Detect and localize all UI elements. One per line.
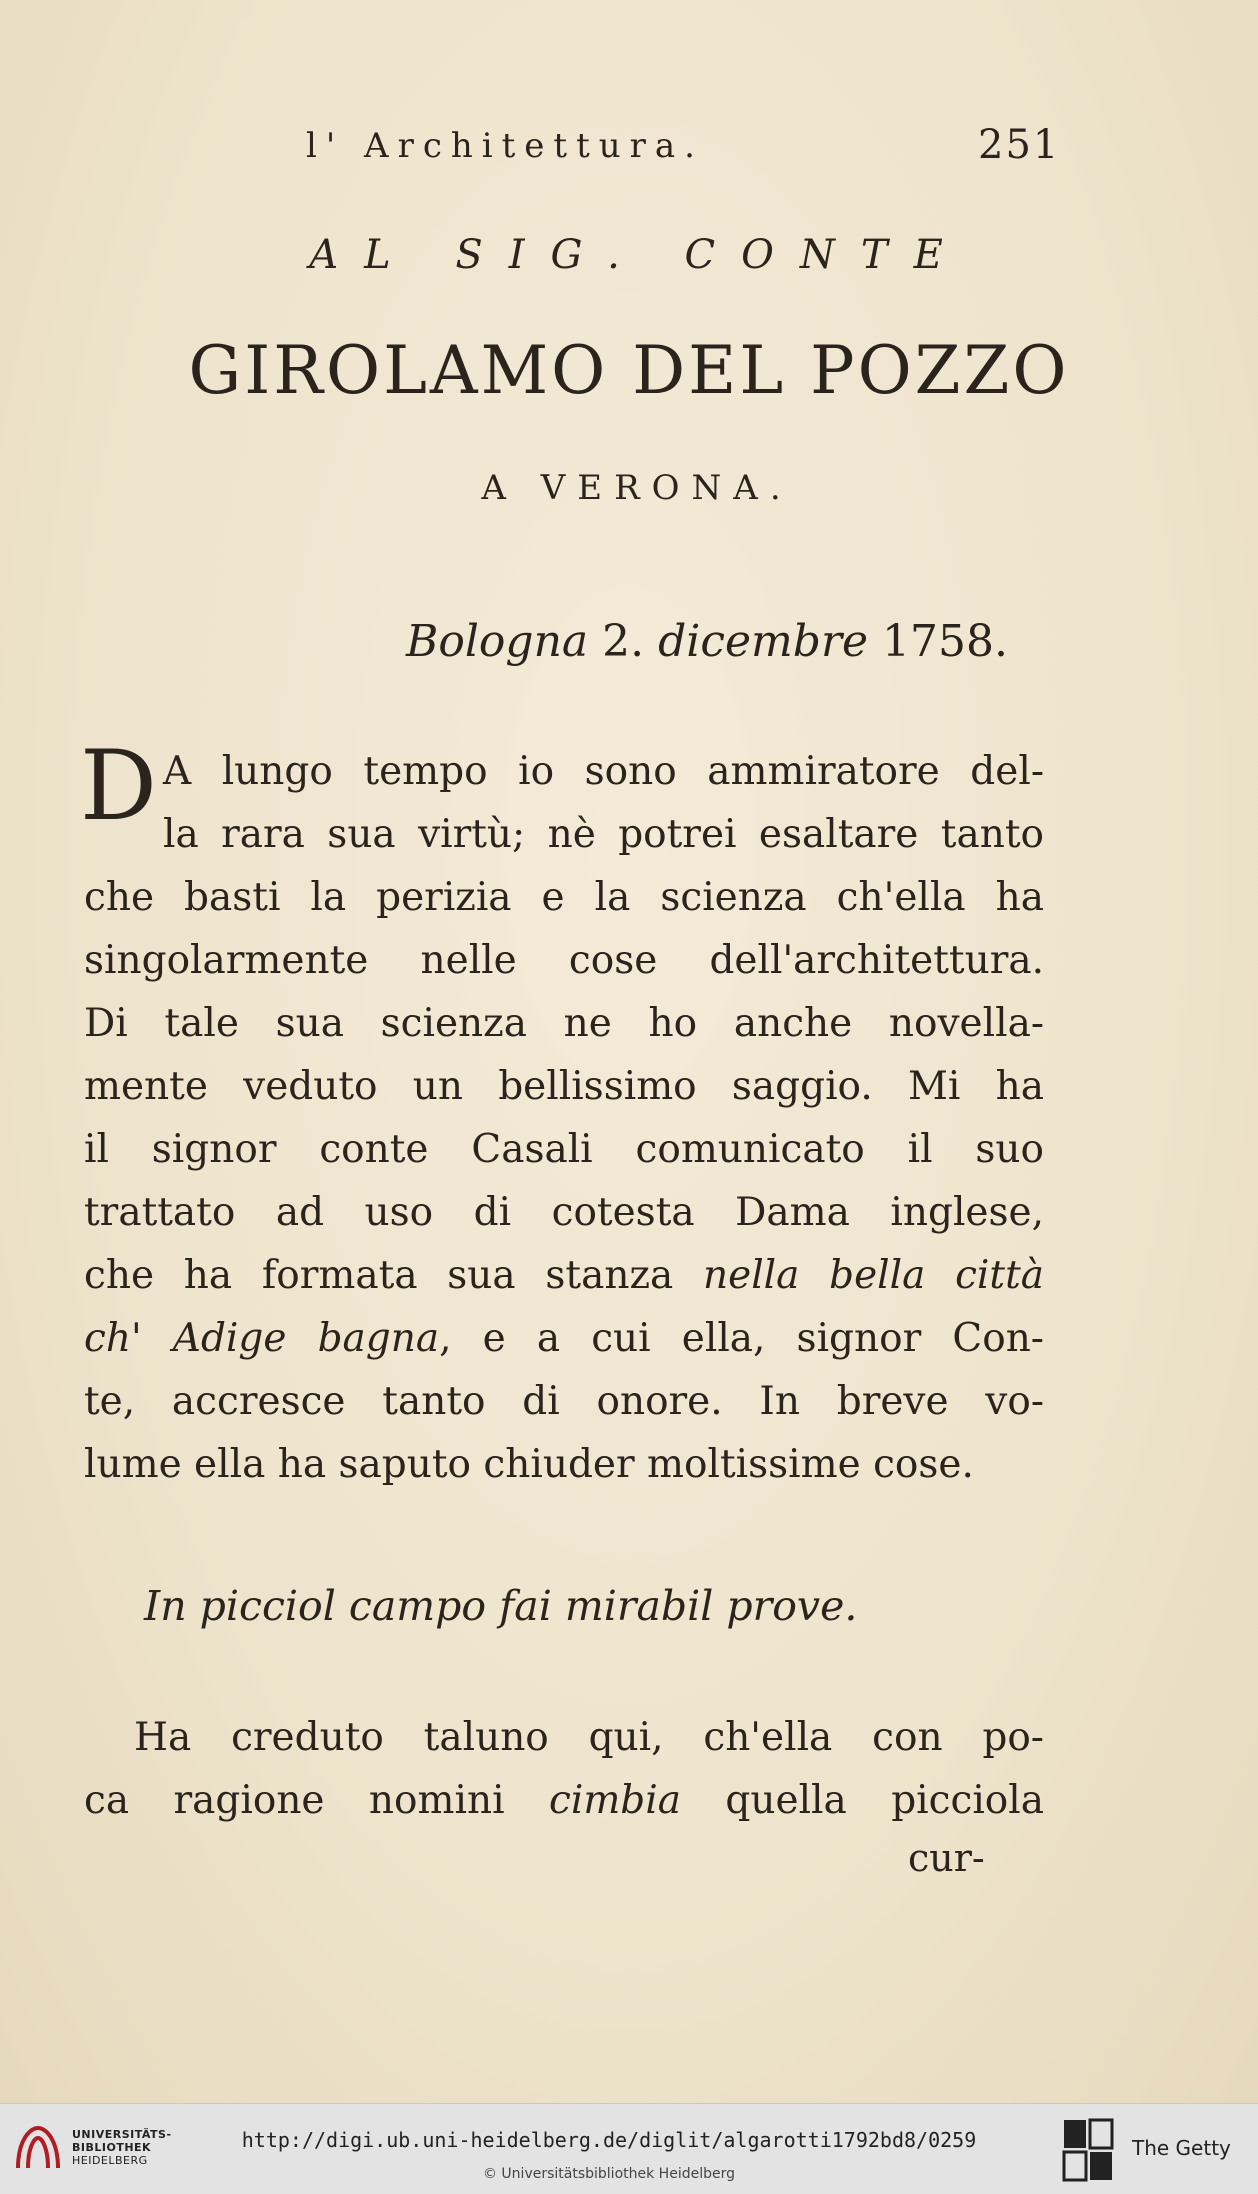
- text-line: la rara sua virtù; nè potrei esaltare tanto: [162, 812, 1044, 857]
- library-name-line: BIBLIOTHEK: [72, 2141, 152, 2154]
- paragraph-1: [80, 730, 1044, 1496]
- library-name-line: UNIVERSITÄTS-: [72, 2128, 172, 2141]
- text-line: che basti la perizia e la scienza ch'ella ha: [84, 875, 1044, 920]
- copyright-notice: © Universitätsbibliothek Heidelberg: [482, 2166, 735, 2182]
- italic-quote: nella bella città: [703, 1253, 1044, 1298]
- text-line: trattato ad uso di cotesta Dama inglese,: [84, 1190, 1044, 1235]
- library-name-line: HEIDELBERG: [72, 2154, 148, 2167]
- dateline-place: Bologna: [406, 616, 589, 667]
- running-head: [0, 122, 1258, 170]
- text-run: , e a cui ella, signor Con-: [439, 1316, 1044, 1361]
- text-run: ca ragione nomini: [84, 1778, 505, 1823]
- letter-recipient-name: GIROLAMO DEL POZZO: [188, 332, 1070, 409]
- text-line: il signor conte Casali comunicato il suo: [84, 1127, 1044, 1172]
- getty-logo-icon: [1062, 2118, 1114, 2182]
- text-line: [84, 1244, 1044, 1307]
- text-line: [84, 1769, 1044, 1832]
- verse-quotation: In picciol campo fai mirabil prove.: [144, 1582, 858, 1630]
- text-line: mente veduto un bellissimo saggio. Mi ha: [84, 1064, 1044, 1109]
- page-number: 251: [978, 122, 1061, 168]
- letter-recipient-place: A VERONA.: [481, 468, 793, 508]
- catchword: cur-: [908, 1836, 985, 1880]
- running-head-title: l' Architettura.: [306, 126, 704, 166]
- text-run: che ha formata sua stanza: [84, 1253, 674, 1298]
- dateline-year: 1758.: [882, 616, 1008, 667]
- drop-cap: D: [80, 730, 157, 842]
- text-run: quella picciola: [725, 1778, 1044, 1823]
- text-line: Ha creduto taluno qui, ch'ella con po-: [134, 1715, 1044, 1760]
- letter-dateline: [406, 616, 1008, 667]
- permalink-url[interactable]: http://digi.ub.uni-heidelberg.de/diglit/algarotti1792bd8/0259: [241, 2128, 977, 2152]
- dateline-month: dicembre: [658, 616, 869, 667]
- text-line: A lungo tempo io sono ammiratore del-: [162, 749, 1044, 794]
- italic-term: cimbia: [549, 1778, 681, 1823]
- sponsor-name: The Getty: [1132, 2136, 1231, 2160]
- text-line: te, accresce tanto di onore. In breve vo-: [84, 1379, 1044, 1424]
- text-line: singolarmente nelle cose dell'architettura.: [84, 938, 1044, 983]
- letter-addressee: AL SIG. CONTE: [309, 232, 969, 278]
- text-line: Di tale sua scienza ne ho anche novella-: [84, 1001, 1044, 1046]
- text-line: lume ella ha saputo chiuder moltissime cose.: [84, 1442, 974, 1487]
- dateline-day: 2.: [602, 616, 645, 667]
- italic-quote: ch' Adige bagna: [84, 1316, 440, 1361]
- paragraph-2: [84, 1706, 1044, 1832]
- viewer-footer: [0, 2103, 1258, 2194]
- text-line: [84, 1307, 1044, 1370]
